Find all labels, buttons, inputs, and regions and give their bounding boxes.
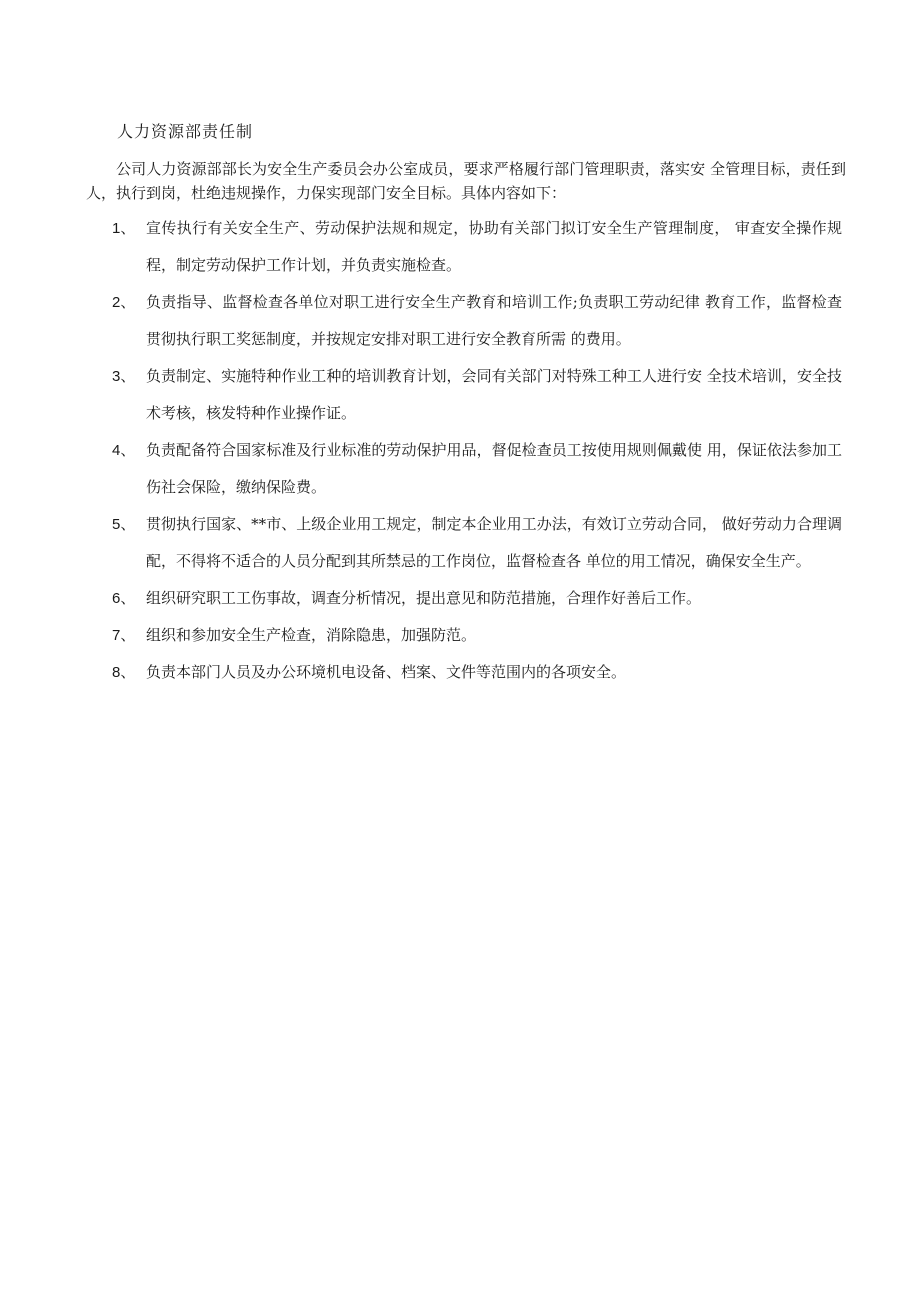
item-text: 组织和参加安全生产检查，消除隐患，加强防范。 xyxy=(146,626,477,644)
item-text: 贯彻执行国家、**市、上级企业用工规定，制定本企业用工办法，有效订立劳动合同， 做好劳动力合理调配，不得将不适合的人员分配到其所禁忌的工作岗位，监督检查各 单位的用工情况，确保安全生产。 xyxy=(146,515,842,570)
list-item xyxy=(112,580,842,617)
responsibility-list xyxy=(112,210,842,691)
list-item xyxy=(112,284,842,358)
item-text: 组织研究职工工伤事故，调查分析情况，提出意见和防范措施，合理作好善后工作。 xyxy=(146,589,702,607)
item-text: 负责指导、监督检查各单位对职工进行安全生产教育和培训工作;负责职工劳动纪律 教育工作，监督检查贯彻执行职工奖惩制度，并按规定安排对职工进行安全教育所需 的费用。 xyxy=(146,293,842,348)
list-item xyxy=(112,358,842,432)
list-item xyxy=(112,432,842,506)
item-number: 4、 xyxy=(112,442,136,459)
item-number: 3、 xyxy=(112,368,136,385)
list-item xyxy=(112,210,842,284)
list-item xyxy=(112,617,842,654)
item-number: 2、 xyxy=(112,294,136,311)
item-number: 5、 xyxy=(112,516,136,533)
item-number: 8、 xyxy=(112,664,136,681)
intro-paragraph: 公司人力资源部部长为安全生产委员会办公室成员，要求严格履行部门管理职责，落实安 全管理目标，责任到人，执行到岗，杜绝违规操作，力保实现部门安全目标。具体内容如下： xyxy=(86,160,846,202)
item-text: 负责本部门人员及办公环境机电设备、档案、文件等范围内的各项安全。 xyxy=(146,663,627,681)
list-item xyxy=(112,506,842,580)
item-number: 1、 xyxy=(112,220,136,237)
item-number: 6、 xyxy=(112,590,136,607)
item-text: 负责制定、实施特种作业工种的培训教育计划，会同有关部门对特殊工种工人进行安 全技术培训，安全技术考核，核发特种作业操作证。 xyxy=(146,367,842,422)
item-text: 宣传执行有关安全生产、劳动保护法规和规定，协助有关部门拟订安全生产管理制度， 审查安全操作规程，制定劳动保护工作计划，并负责实施检查。 xyxy=(146,219,842,274)
list-item xyxy=(112,654,842,691)
item-number: 7、 xyxy=(112,627,136,644)
document-title: 人力资源部责任制 xyxy=(117,122,254,141)
item-text: 负责配备符合国家标准及行业标准的劳动保护用品，督促检查员工按使用规则佩戴使 用，保证依法参加工伤社会保险，缴纳保险费。 xyxy=(146,441,842,496)
